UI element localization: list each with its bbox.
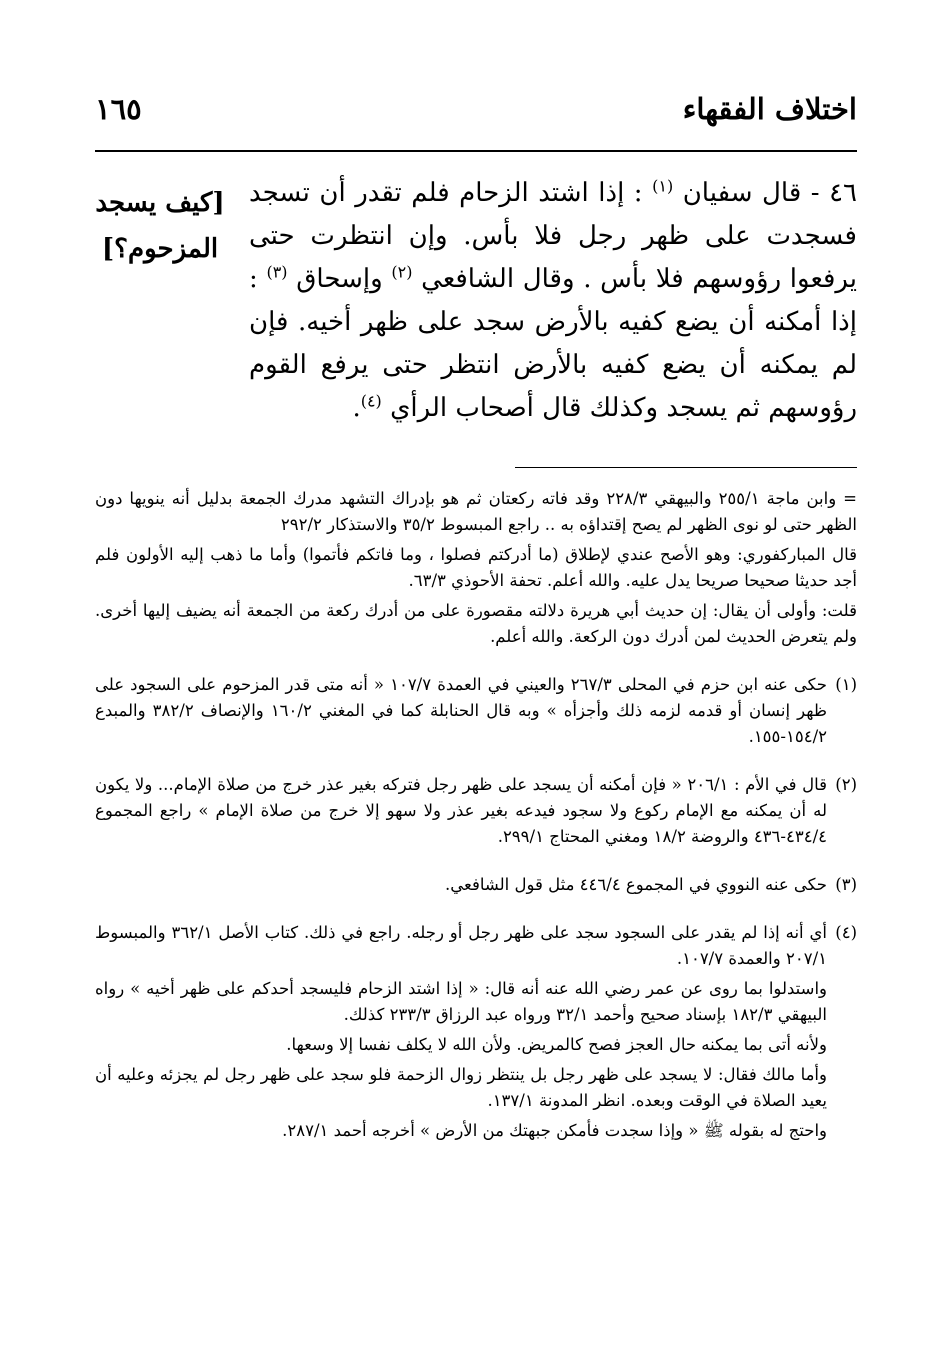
footnote-ref-4: (٤) bbox=[360, 391, 382, 411]
footnote-paragraph: واحتج له بقوله ﷺ « وإذا سجدت فأمكن جبهتك من الأرض » أخرجه أحمد ٢٨٧/١. bbox=[282, 1121, 827, 1140]
paragraph-text-2: : إذا اشتد الزحام فلم تقدر أن تسجد فسجدت على ظهر رجل فلا بأس. وإن انتظرت حتى يرفعوا رؤوسهم فلا بأس . وقال الشافعي bbox=[249, 178, 858, 294]
footnote-3 bbox=[95, 872, 857, 898]
footnote-ref-2: (٢) bbox=[391, 262, 413, 282]
footnote-continued bbox=[95, 486, 857, 650]
footnote-paragraph: قال في الأم : ٢٠٦/١ « فإن أمكنه أن يسجد على ظهر رجل فتركه بغير عذر خرج من صلاة الإمام... ولا يكون له أن يمكنه مع الإمام ركوع ولا سجود فيدعه بغير عذر ولا سهو إلا خرج من صلاة الإمام » راجع المجموع ٤٣٤/٤-٤٣٦ والروضة ١٨/٢ ومغني المحتاج ٢٩٩/١. bbox=[95, 775, 827, 846]
paragraph-text-4: : إذا أمكنه أن يضع كفيه بالأرض سجد على ظهر أخيه. فإن لم يمكنه أن يضع كفيه بالأرض انتظر حتى يرفع القوم رؤوسهم ثم يسجد وكذلك قال أصحاب الرأي bbox=[249, 264, 857, 423]
paragraph-text-3: وإسحاق bbox=[296, 264, 383, 294]
running-title: اختلاف الفقهاء bbox=[682, 92, 857, 126]
footnote-paragraph: قلت: وأولى أن يقال: إن حديث أبي هريرة دلالته مقصورة على من أدرك ركعة من الجمعة أنه يضيف إليها أخرى. ولم يتعرض الحديث لمن أدرك دون الركعة. والله أعلم. bbox=[95, 601, 857, 646]
footnote-paragraph: ولأنه أتى بما يمكنه حال العجز فصح كالمريض. ولأن الله لا يكلف نفسا إلا وسعها. bbox=[286, 1035, 827, 1054]
footnote-1 bbox=[95, 672, 857, 750]
footnotes bbox=[95, 486, 857, 1152]
footnote-ref-3: (٣) bbox=[266, 262, 288, 282]
footnote-separator bbox=[515, 467, 857, 468]
page-number: ١٦٥ bbox=[95, 92, 142, 126]
footnote-paragraph: حكى عنه ابن حزم في المحلى ٢٦٧/٣ والعيني في العمدة ١٠٧/٧ « أنه متى قدر المزحوم على السجود على ظهر إنسان أو قدمه لزمه ذلك وأجزأه » وبه قال الحنابلة كما في المغني ١٦٠/٢ والإنصاف ٣٨٢/٢ والمبدع ١٥٤/٢-١٥٥. bbox=[95, 675, 827, 746]
paragraph-end: . bbox=[352, 393, 361, 423]
footnote-paragraph: واستدلوا بما روى عن عمر رضي الله عنه أنه قال: « إذا اشتد الزحام فليسجد أحدكم على ظهر أخيه » رواه البيهقي ١٨٢/٣ بإسناد صحيح وأحمد ٣٢/١ ورواه عبد الرزاق ٢٣٣/٣ كذلك. bbox=[95, 979, 827, 1024]
main-paragraph bbox=[249, 172, 857, 430]
footnote-paragraph: = وابن ماجة ٢٥٥/١ والبيهقي ٢٢٨/٣ وقد فاته ركعتان ثم هو بإدراك التشهد مدرك الجمعة بدليل أنه ينويها دون الظهر حتى لو نوى الظهر لم يصح إقتداؤه به .. راجع المبسوط ٣٥/٢ والاستذكار ٢٩٢/٢ bbox=[95, 489, 857, 534]
footnote-paragraph: حكى عنه النووي في المجموع ٤٤٦/٤ مثل قول الشافعي. bbox=[445, 875, 827, 894]
footnote-4 bbox=[95, 920, 857, 1144]
margin-note-line-2: المزحوم؟] bbox=[101, 234, 219, 264]
footnote-label: (٢) bbox=[835, 775, 857, 794]
footnote-ref-1: (١) bbox=[652, 176, 674, 196]
footnote-2 bbox=[95, 772, 857, 850]
footnote-label: (١) bbox=[835, 675, 857, 694]
header-rule bbox=[95, 150, 857, 152]
footnote-paragraph: أي أنه إذا لم يقدر على السجود سجد على ظهر رجل أو رجله. راجع في ذلك. كتاب الأصل ٣٦٢/١ والمبسوط ٢٠٧/١ والعمدة ١٠٧/٧. bbox=[95, 923, 827, 968]
footnote-label: (٣) bbox=[835, 875, 857, 894]
page-header bbox=[95, 86, 857, 132]
footnote-paragraph: قال المباركفوري: وهو الأصح عندي لإطلاق (ما أدركتم فصلوا ، وما فاتكم فأتموا) وأما ما ذهب إليه الأولون فلم أجد حديثا صحيحا صريحا يدل عليه. والله أعلم. تحفة الأحوذي ٦٣/٣. bbox=[95, 545, 857, 590]
margin-note-line-1: [كيف يسجد bbox=[95, 188, 225, 218]
footnote-paragraph: وأما مالك فقال: لا يسجد على ظهر رجل بل ينتظر زوال الزحمة فلو سجد على ظهر رجل لم يجزئه وعليه أن يعيد الصلاة في الوقت وبعده. انظر المدونة ١٣٧/١. bbox=[95, 1065, 827, 1110]
issue-number: ٤٦ bbox=[829, 178, 858, 208]
margin-note bbox=[80, 180, 240, 272]
footnote-label: (٤) bbox=[835, 923, 857, 942]
paragraph-text-1: - قال سفيان bbox=[682, 178, 820, 208]
